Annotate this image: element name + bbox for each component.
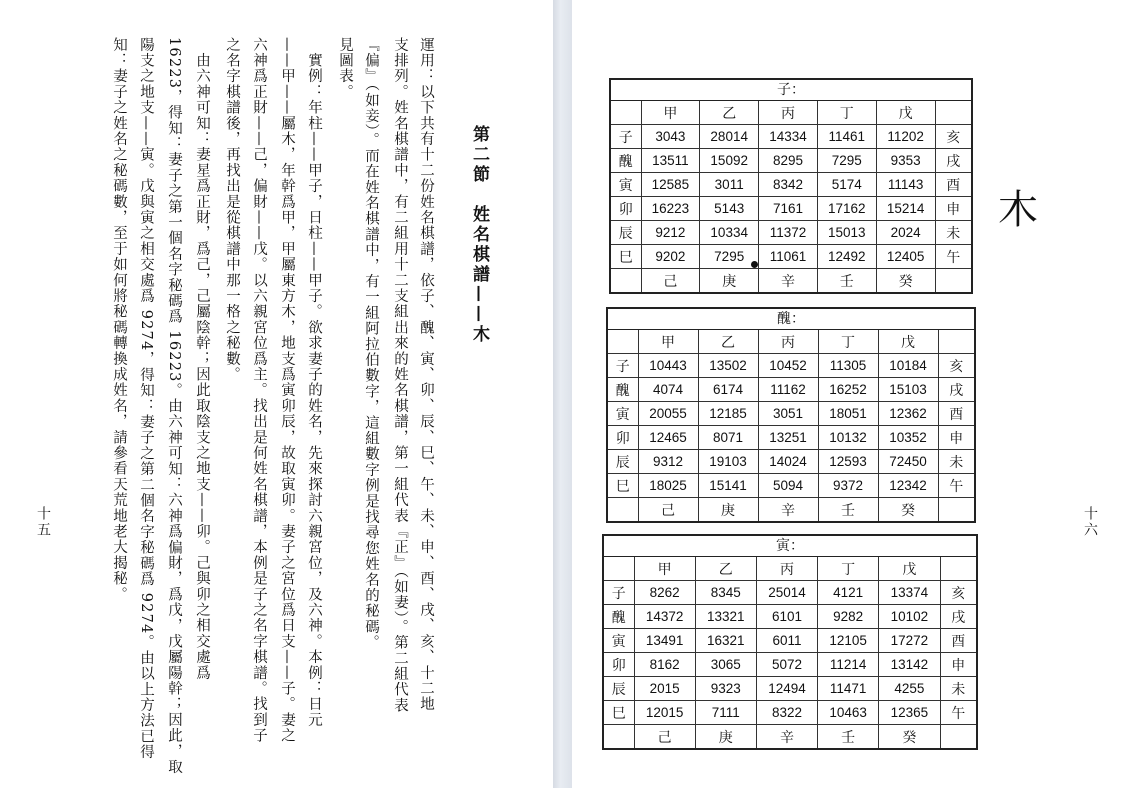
- code-cell: 10334: [700, 221, 759, 245]
- code-cell: 12362: [878, 402, 938, 426]
- branch-label: 巳: [608, 474, 638, 498]
- code-cell: 12185: [698, 402, 758, 426]
- body-column: 見圖表。: [337, 37, 353, 100]
- code-cell: 9353: [876, 149, 935, 173]
- code-cell: 18051: [818, 402, 878, 426]
- stem-label: 壬: [818, 498, 878, 522]
- branch-label: 午: [935, 245, 971, 269]
- stem-label: 乙: [695, 557, 756, 581]
- table-row: [611, 173, 971, 197]
- code-cell: 12593: [818, 450, 878, 474]
- code-cell: 11461: [817, 125, 876, 149]
- code-cell: 13491: [634, 629, 695, 653]
- code-cell: 5143: [700, 197, 759, 221]
- body-column: 由六神可知：妻星爲正財，爲己，己屬陰幹；因此取陰支之地支——卯。己與卯之相交處爲: [194, 37, 210, 681]
- code-cell: 9312: [638, 450, 698, 474]
- stem-header-row: [611, 101, 971, 125]
- chart-table-zi: [609, 78, 973, 294]
- stem-label: 辛: [758, 498, 818, 522]
- stem-label: 壬: [818, 725, 879, 749]
- branch-label: 未: [935, 221, 971, 245]
- stem-label: 庚: [698, 498, 758, 522]
- code-cell: 28014: [700, 125, 759, 149]
- code-cell: 3051: [758, 402, 818, 426]
- code-cell: 17272: [879, 629, 940, 653]
- code-cell: 15141: [698, 474, 758, 498]
- code-cell: 14372: [634, 605, 695, 629]
- body-column: 『偏』（如妾）。而在姓名棋譜中，有一組阿拉伯數字，這組數字例是找尋您姓名的秘碼。: [363, 37, 379, 651]
- section-title: 第二節 姓名棋譜——木: [469, 125, 489, 345]
- code-cell: 8342: [759, 173, 818, 197]
- body-column: 支排列。姓名棋譜中，有二組用十二支組出來的姓名棋譜，第一組代表『正』（如妻）。第二組代表: [392, 37, 408, 714]
- code-cell: 13251: [758, 426, 818, 450]
- branch-label: 酉: [935, 173, 971, 197]
- code-cell: 11305: [818, 354, 878, 378]
- code-cell: 6101: [756, 605, 817, 629]
- branch-label: 酉: [938, 402, 974, 426]
- stem-label: 乙: [698, 330, 758, 354]
- stem-label: 癸: [879, 725, 940, 749]
- stem-label: 甲: [638, 330, 698, 354]
- book-gutter: [553, 0, 572, 788]
- branch-label: 辰: [611, 221, 641, 245]
- branch-label: 醜: [604, 605, 634, 629]
- code-cell: 16223: [641, 197, 700, 221]
- branch-label: 巳: [611, 245, 641, 269]
- code-cell: 3065: [695, 653, 756, 677]
- code-cell: 19103: [698, 450, 758, 474]
- code-cell: 11202: [876, 125, 935, 149]
- code-cell: 5072: [756, 653, 817, 677]
- stem-label: 甲: [634, 557, 695, 581]
- table-row: [604, 701, 976, 725]
- branch-label: 巳: [604, 701, 634, 725]
- code-cell: 4255: [879, 677, 940, 701]
- page-number: 十五: [35, 506, 51, 538]
- table-row: [608, 450, 974, 474]
- code-cell: 18025: [638, 474, 698, 498]
- stem-label: 庚: [700, 269, 759, 293]
- body-column: 之名字棋譜後，再找出是從棋譜中那一格之秘數。: [224, 37, 240, 383]
- code-cell: 13511: [641, 149, 700, 173]
- code-cell: 17162: [817, 197, 876, 221]
- code-cell: 12015: [634, 701, 695, 725]
- table-row: [608, 426, 974, 450]
- stem-label: 甲: [641, 101, 700, 125]
- code-cell: 3043: [641, 125, 700, 149]
- code-cell: 11471: [818, 677, 879, 701]
- branch-label: 申: [935, 197, 971, 221]
- branch-label: 未: [940, 677, 976, 701]
- branch-label: 寅: [604, 629, 634, 653]
- branch-label: 戌: [940, 605, 976, 629]
- code-grid: [604, 557, 976, 748]
- table-row: [604, 629, 976, 653]
- code-grid: [611, 101, 971, 292]
- code-cell: 14024: [758, 450, 818, 474]
- page-number: 十六: [1082, 506, 1098, 538]
- code-cell: 12405: [876, 245, 935, 269]
- code-cell: 6011: [756, 629, 817, 653]
- branch-label: 未: [938, 450, 974, 474]
- branch-label: 亥: [938, 354, 974, 378]
- branch-label: 子: [611, 125, 641, 149]
- code-cell: 11061: [759, 245, 818, 269]
- branch-label: 申: [940, 653, 976, 677]
- chart-table-yin: [602, 534, 978, 750]
- chart-table-chou: [606, 307, 976, 523]
- stem-label: 丙: [759, 101, 818, 125]
- table-row: [604, 677, 976, 701]
- stem-label: 乙: [700, 101, 759, 125]
- element-heading: 木: [998, 187, 1038, 233]
- table-caption: 醜：: [608, 309, 974, 330]
- body-column: 陽支之地支——寅。戊與寅之相交處爲 9274，得知：妻子之第二個名字秘碼爲 9274。由以上方法已得: [138, 37, 154, 761]
- code-cell: 13321: [695, 605, 756, 629]
- body-column: 知：妻子之姓名之秘碼數，至于如何將秘碼轉換成姓名，請參看天荒地老大揭秘。: [111, 37, 127, 603]
- stem-label: 戊: [876, 101, 935, 125]
- code-cell: 15214: [876, 197, 935, 221]
- code-cell: 9282: [818, 605, 879, 629]
- code-cell: 72450: [878, 450, 938, 474]
- stem-label: 丁: [818, 330, 878, 354]
- code-cell: 15013: [817, 221, 876, 245]
- right-page: [572, 0, 1130, 788]
- branch-label: 子: [608, 354, 638, 378]
- stem-footer-row: [608, 498, 974, 522]
- code-cell: 5094: [758, 474, 818, 498]
- table-caption: 寅：: [604, 536, 976, 557]
- stem-header-row: [608, 330, 974, 354]
- code-cell: 7111: [695, 701, 756, 725]
- branch-label: 卯: [604, 653, 634, 677]
- stem-label: 丁: [817, 101, 876, 125]
- code-cell: 7295: [817, 149, 876, 173]
- code-cell: 3011: [700, 173, 759, 197]
- code-cell: 12105: [818, 629, 879, 653]
- code-cell: 10352: [878, 426, 938, 450]
- body-column: 16223，得知：妻子之第一個名字秘碼爲 16223。由六神可知：六神爲偏財，爲戊，戊屬陽幹；因此，取: [166, 37, 182, 776]
- stem-footer-row: [611, 269, 971, 293]
- table-row: [611, 149, 971, 173]
- branch-label: 辰: [604, 677, 634, 701]
- table-row: [611, 125, 971, 149]
- body-column: 實例：年柱——甲子，日柱——甲子。欲求妻子的姓名，先來探討六親宮位，及六神。本例：日元: [306, 37, 322, 728]
- table-row: [604, 581, 976, 605]
- code-cell: 25014: [756, 581, 817, 605]
- code-cell: 8262: [634, 581, 695, 605]
- code-cell: 12365: [879, 701, 940, 725]
- table-row: [611, 245, 971, 269]
- table-row: [608, 378, 974, 402]
- code-cell: 11162: [758, 378, 818, 402]
- code-cell: 12465: [638, 426, 698, 450]
- table-row: [608, 402, 974, 426]
- branch-label: 亥: [940, 581, 976, 605]
- code-cell: 10452: [758, 354, 818, 378]
- branch-label: 醜: [611, 149, 641, 173]
- branch-label: 申: [938, 426, 974, 450]
- code-cell: 10132: [818, 426, 878, 450]
- stem-label: 己: [638, 498, 698, 522]
- table-row: [611, 197, 971, 221]
- branch-label: 卯: [608, 426, 638, 450]
- code-cell: 12342: [878, 474, 938, 498]
- code-cell: 16252: [818, 378, 878, 402]
- code-cell: 10443: [638, 354, 698, 378]
- branch-label: 午: [940, 701, 976, 725]
- code-cell: 9202: [641, 245, 700, 269]
- code-cell: 15092: [700, 149, 759, 173]
- code-cell: 11143: [876, 173, 935, 197]
- branch-label: 戌: [938, 378, 974, 402]
- stem-label: 辛: [756, 725, 817, 749]
- table-row: [611, 221, 971, 245]
- code-cell: 10463: [818, 701, 879, 725]
- code-cell: 10102: [879, 605, 940, 629]
- code-cell: 8071: [698, 426, 758, 450]
- branch-label: 子: [604, 581, 634, 605]
- branch-label: 寅: [608, 402, 638, 426]
- code-cell: 13142: [879, 653, 940, 677]
- table-row: [608, 474, 974, 498]
- code-cell: 10184: [878, 354, 938, 378]
- code-cell: 20055: [638, 402, 698, 426]
- code-cell: 8345: [695, 581, 756, 605]
- body-column: 運用：以下共有十二份姓名棋譜，依子、醜、寅、卯、辰、巳、午、未、申、酉、戌、亥、十二地: [418, 37, 434, 713]
- code-cell: 14334: [759, 125, 818, 149]
- branch-label: 醜: [608, 378, 638, 402]
- branch-label: 辰: [608, 450, 638, 474]
- stem-label: 辛: [759, 269, 818, 293]
- table-row: [604, 653, 976, 677]
- code-cell: 4121: [818, 581, 879, 605]
- branch-label: 午: [938, 474, 974, 498]
- stem-label: 丙: [758, 330, 818, 354]
- code-cell: 15103: [878, 378, 938, 402]
- stem-label: 戊: [879, 557, 940, 581]
- code-cell: 12585: [641, 173, 700, 197]
- table-row: [608, 354, 974, 378]
- code-cell: 9372: [818, 474, 878, 498]
- stem-label: 戊: [878, 330, 938, 354]
- stem-footer-row: [604, 725, 976, 749]
- code-cell: 16321: [695, 629, 756, 653]
- code-cell: 11214: [818, 653, 879, 677]
- code-cell: 9323: [695, 677, 756, 701]
- stem-label: 庚: [695, 725, 756, 749]
- stem-label: 己: [634, 725, 695, 749]
- code-cell: 4074: [638, 378, 698, 402]
- body-column: 六神爲正財——己，偏財——戊。以六親宮位爲主。找出是何姓名棋譜，本例是子之名字棋譜。找到子: [251, 37, 267, 744]
- stem-label: 丁: [818, 557, 879, 581]
- code-cell: 13502: [698, 354, 758, 378]
- table-row: [604, 605, 976, 629]
- left-page: [0, 0, 553, 788]
- table-caption: 子：: [611, 80, 971, 101]
- code-cell: 7161: [759, 197, 818, 221]
- code-cell: 2015: [634, 677, 695, 701]
- branch-label: 卯: [611, 197, 641, 221]
- code-cell: 8162: [634, 653, 695, 677]
- stem-label: 己: [641, 269, 700, 293]
- branch-label: 戌: [935, 149, 971, 173]
- branch-label: 酉: [940, 629, 976, 653]
- stem-header-row: [604, 557, 976, 581]
- code-grid: [608, 330, 974, 521]
- stem-label: 壬: [817, 269, 876, 293]
- stem-label: 丙: [756, 557, 817, 581]
- body-column: ——甲——屬木，年幹爲甲，甲屬東方木，地支爲寅卯辰，故取寅卯。妻子之宮位爲日支——子。妻之: [279, 37, 295, 744]
- code-cell: 7295: [700, 245, 759, 269]
- code-cell: 8322: [756, 701, 817, 725]
- code-cell: 12494: [756, 677, 817, 701]
- code-cell: 12492: [817, 245, 876, 269]
- code-cell: 2024: [876, 221, 935, 245]
- code-cell: 9212: [641, 221, 700, 245]
- code-cell: 13374: [879, 581, 940, 605]
- code-cell: 6174: [698, 378, 758, 402]
- code-cell: 5174: [817, 173, 876, 197]
- branch-label: 寅: [611, 173, 641, 197]
- stem-label: 癸: [876, 269, 935, 293]
- branch-label: 亥: [935, 125, 971, 149]
- stem-label: 癸: [878, 498, 938, 522]
- code-cell: 8295: [759, 149, 818, 173]
- ink-dot: [751, 261, 758, 268]
- code-cell: 11372: [759, 221, 818, 245]
